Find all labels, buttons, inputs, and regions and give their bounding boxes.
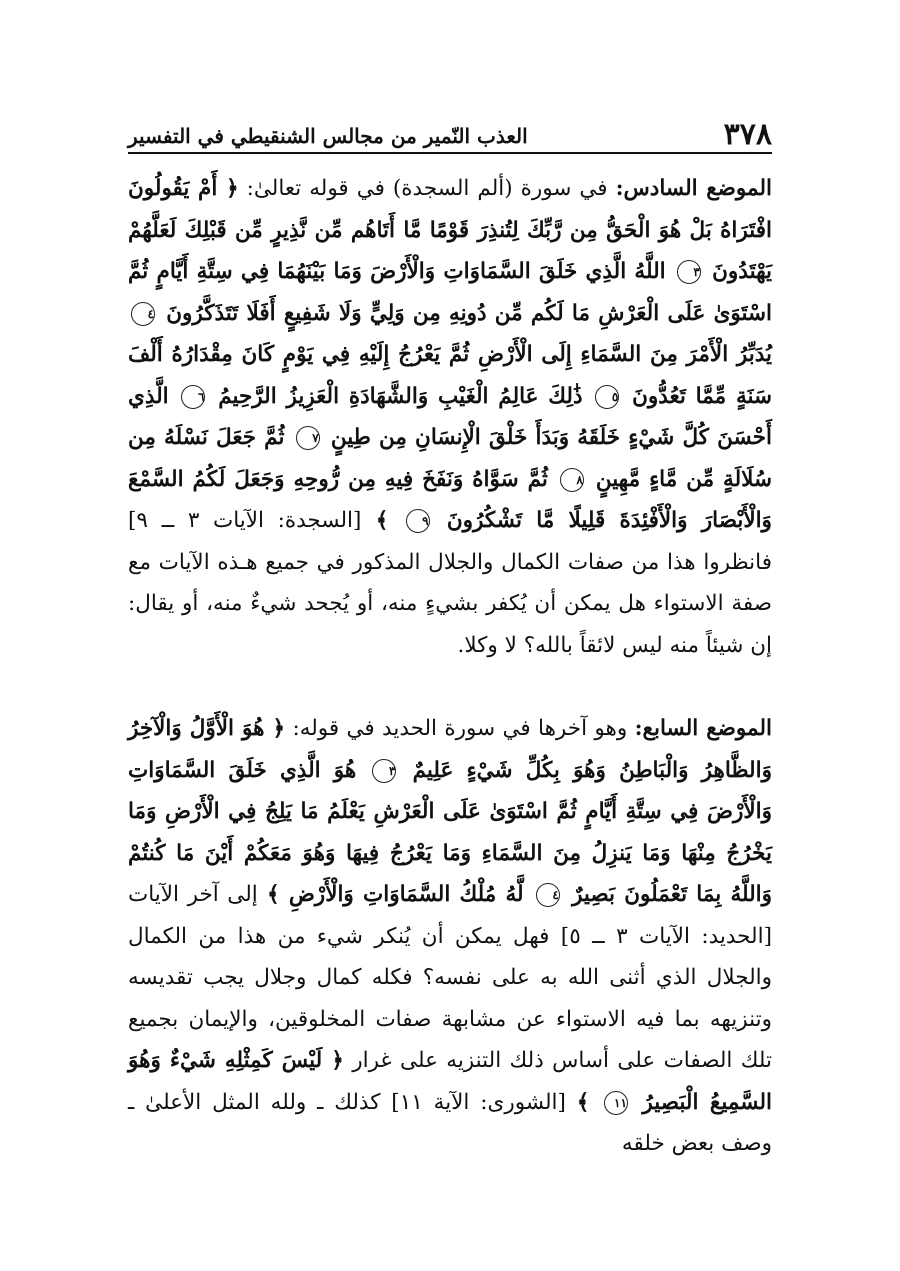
ayah-number-marker: ٧ [296,426,320,450]
ayah-number-marker: ١١ [604,1091,628,1115]
section-7-tail: كذلك ـ ولله المثل الأعلىٰ ـ وصف بعض خلقه [128,1089,772,1156]
verse-text: لَّهُ مُلْكُ السَّمَاوَاتِ وَالْأَرْضِ [288,882,524,907]
ayah-number-marker: ٨ [560,468,584,492]
verse-text: الَّذِي أَحْسَنَ كُلَّ شَيْءٍ خَلَقَهُ وَبَدَأَ خَلْقَ الْإِنسَانِ مِن طِينٍ [128,383,772,450]
verse-text: لَيْسَ كَمِثْلِهِ شَيْءٌ وَهُوَ السَّمِيعُ الْبَصِيرُ [128,1048,772,1115]
page-body [128,168,772,1165]
verse-text: اللَّهُ الَّذِي خَلَقَ السَّمَاوَاتِ وَالْأَرْضَ وَمَا بَيْنَهُمَا فِي سِتَّةِ أَيَّامٍ ثُمَّ اسْتَوَىٰ عَلَى الْعَرْشِ مَا لَكُم مِّن دُونِهِ مِن وَلِيٍّ وَلَا شَفِيعٍ أَفَلَا تَتَذَكَّرُونَ [128,259,772,326]
verse-text: هُوَ الَّذِي خَلَقَ السَّمَاوَاتِ وَالْأَرْضَ فِي سِتَّةِ أَيَّامٍ ثُمَّ اسْتَوَىٰ عَلَى الْعَرْشِ يَعْلَمُ مَا يَلِجُ فِي الْأَرْضِ وَمَا يَخْرُجُ مِنْهَا وَمَا يَنزِلُ مِنَ السَّمَاءِ وَمَا يَعْرُجُ فِيهَا وَهُوَ مَعَكُمْ أَيْنَ مَا كُنتُمْ وَاللَّهُ بِمَا تَعْمَلُونَ بَصِيرٌ [128,757,773,907]
ayah-number-marker: ٤ [131,302,155,326]
section-7-intro: وهو آخرها في سورة الحديد في قوله: [285,716,635,741]
running-title: العذب النّمير من مجالس الشنقيطي في التفسير [128,124,528,148]
verse-text: ذَٰلِكَ عَالِمُ الْغَيْبِ وَالشَّهَادَةِ الْعَزِيزُ الرَّحِيمُ [218,383,583,409]
page-header [128,112,772,152]
ayah-number-marker: ٦ [181,385,205,409]
section-6-commentary: فانظروا هذا من صفات الكمال والجلال المذكور في جميع هـذه الآيات مع صفة الاستواء هل يمكن أن يُكفر بشيءٍ منه، أو يُجحد شيءٌ منه، أو يقال: إن شيئاً منه ليس لائقاً بالله؟ لا وكلا. [128,549,772,658]
section-6-heading: الموضع السادس: [615,176,772,201]
section-6-citation: [السجدة: الآيات ٣ ــ ٩] [128,508,362,533]
section-7-paragraph [128,708,772,1165]
verse-text: أَمْ يَقُولُونَ افْتَرَاهُ بَلْ هُوَ الْحَقُّ مِن رَّبِّكَ لِتُنذِرَ قَوْمًا مَّا أَتَاهُم مِّن نَّذِيرٍ مِّن قَبْلِكَ لَعَلَّهُمْ يَهْتَدُونَ [128,176,772,284]
ornate-open-bracket: ﴿ [272,716,286,741]
ayah-number-marker: ٤ [536,883,560,907]
ayah-number-marker: ٩ [406,509,430,533]
ayah-number-marker: ٣ [372,759,396,783]
ayah-number-marker: ٣ [677,260,701,284]
section-6-quran-quote [128,176,772,533]
verse-text: ثُمَّ سَوَّاهُ وَنَفَخَ فِيهِ مِن رُّوحِهِ وَجَعَلَ لَكُمُ السَّمْعَ وَالْأَبْصَارَ وَالْأَفْئِدَةَ قَلِيلًا مَّا تَشْكُرُونَ [128,466,772,533]
ayah-number-marker: ٥ [595,385,619,409]
section-7-citation: إلى آخر الآيات [الحديد: الآيات ٣ ــ ٥] [128,882,772,949]
verse-text: يُدَبِّرُ الْأَمْرَ مِنَ السَّمَاءِ إِلَى الْأَرْضِ ثُمَّ يَعْرُجُ إِلَيْهِ فِي يَوْمٍ كَانَ مِقْدَارُهُ أَلْفَ سَنَةٍ مِّمَّا تَعُدُّونَ [128,342,772,409]
section-7-commentary: فهل يمكن أن يُنكر شيء من هذا من الكمال والجلال الذي أثنى الله به على نفسه؟ فكله كمال وجلال يجب تقديسه وتنزيهه بما فيه الاستواء عن مشابهة صفات المخلوقين، والإيمان بجميع تلك الصفات على أساس ذلك التنزيه على غرار [128,923,772,1073]
page-number: ٣٧٨ [723,117,772,152]
ornate-close-bracket: ﴾ [375,508,389,533]
section-7-quran-quote [128,716,772,907]
verse-text: هُوَ الْأَوَّلُ وَالْآخِرُ وَالظَّاهِرُ وَالْبَاطِنُ وَهُوَ بِكُلِّ شَيْءٍ عَلِيمٌ [128,716,772,783]
section-6-paragraph [128,168,772,666]
section-7-heading: الموضع السابع: [634,716,772,741]
header-rule [128,152,772,154]
shura-citation: [الشورى: الآية ١١] [380,1089,577,1115]
section-6-intro: في سورة (ألم السجدة) في قوله تعالىٰ: [238,176,616,201]
ornate-open-bracket: ﴿ [331,1048,344,1073]
ornate-open-bracket: ﴿ [226,176,239,201]
paragraph-spacer [128,666,772,708]
verse-text: ثُمَّ جَعَلَ نَسْلَهُ مِن سُلَالَةٍ مِّن مَّاءٍ مَّهِينٍ [128,425,772,492]
ornate-close-bracket: ﴾ [266,882,280,907]
ornate-close-bracket: ﴾ [576,1089,590,1115]
